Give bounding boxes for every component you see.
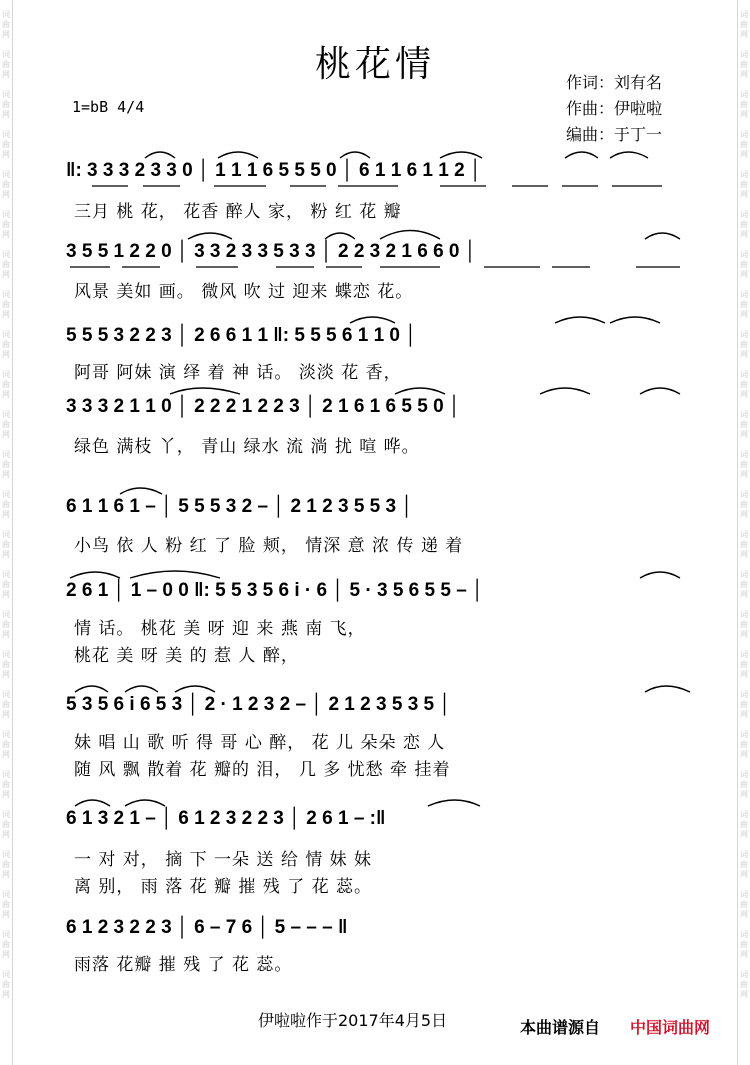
watermark-text: 词曲网 xyxy=(2,810,10,839)
composition-date: 伊啦啦作于2017年4月5日 xyxy=(258,1011,448,1030)
lyric-line-7b: 随 风 飘 散着 花 瓣的 泪， 几 多 忧愁 牵 挂着 xyxy=(74,760,451,780)
watermark-text: 词曲网 xyxy=(740,730,748,759)
site-logo-text[interactable]: 中国词曲网 xyxy=(630,1018,711,1037)
notation-line-9: 6 1 2 3 2 2 3 │ 6 – 7 6 │ 5 – – – ‖ xyxy=(66,917,348,938)
lyric-line-1: 三月 桃 花， 花香 醉人 家， 粉 红 花 瓣 xyxy=(74,202,402,222)
watermark-text: 词曲网 xyxy=(740,170,748,199)
watermark-text: 词曲网 xyxy=(740,690,748,719)
lyric-line-6a: 情 话。 桃花 美 呀 迎 来 燕 南 飞， xyxy=(74,619,366,639)
lyric-line-9: 雨落 花瓣 摧 残 了 花 蕊。 xyxy=(74,955,293,975)
watermark-text: 词曲网 xyxy=(740,650,748,679)
notation-line-6: 2 6 1 │ 1 – 0 0 ‖: 5 5 3 5 6 i · 6 │ 5 · 3 5 6 5 5 – │ xyxy=(66,580,484,601)
watermark-text: 词曲网 xyxy=(740,330,748,359)
watermark-text: 词曲网 xyxy=(2,330,10,359)
watermark-text: 词曲网 xyxy=(740,290,748,319)
watermark-text: 词曲网 xyxy=(2,130,10,159)
watermark-text: 词曲网 xyxy=(740,770,748,799)
right-watermark-strip xyxy=(737,0,750,1065)
watermark-text: 词曲网 xyxy=(740,570,748,599)
lyric-line-8a: 一 对 对， 摘 下 一朵 送 给 情 妹 妹 xyxy=(74,850,373,870)
watermark-text: 词曲网 xyxy=(2,250,10,279)
watermark-text: 词曲网 xyxy=(2,970,10,999)
composer-credit: 作曲：伊啦啦 xyxy=(566,99,663,118)
watermark-text: 词曲网 xyxy=(2,530,10,559)
watermark-text: 词曲网 xyxy=(2,850,10,879)
watermark-text: 词曲网 xyxy=(740,450,748,479)
lyricist-credit: 作词：刘有名 xyxy=(566,73,663,92)
watermark-text: 词曲网 xyxy=(740,530,748,559)
watermark-text: 词曲网 xyxy=(740,850,748,879)
lyric-line-7a: 妹 唱 山 歌 听 得 哥 心 醉， 花 儿 朵朵 恋 人 xyxy=(74,733,446,753)
lyric-line-8b: 离 别， 雨 落 花 瓣 摧 残 了 花 蕊。 xyxy=(74,877,373,897)
watermark-text: 词曲网 xyxy=(2,890,10,919)
watermark-text: 词曲网 xyxy=(2,570,10,599)
watermark-text: 词曲网 xyxy=(740,130,748,159)
watermark-text: 词曲网 xyxy=(2,370,10,399)
notation-line-3: 5 5 5 3 2 2 3 │ 2 6 6 1 1 ‖: 5 5 5 6 1 1 0 │ xyxy=(66,325,418,346)
watermark-text: 词曲网 xyxy=(740,410,748,439)
lyric-line-3: 阿哥 阿妹 演 绎 着 神 话。 淡淡 花 香， xyxy=(74,363,402,383)
watermark-text: 词曲网 xyxy=(740,250,748,279)
watermark-text: 词曲网 xyxy=(740,90,748,119)
watermark-text: 词曲网 xyxy=(740,10,748,39)
source-label: 本曲谱源自 xyxy=(520,1018,601,1037)
watermark-text: 词曲网 xyxy=(740,610,748,639)
lyric-line-2: 风景 美如 画。 微风 吹 过 迎来 蝶恋 花。 xyxy=(74,282,414,302)
watermark-text: 词曲网 xyxy=(2,210,10,239)
watermark-text: 词曲网 xyxy=(2,290,10,319)
watermark-text: 词曲网 xyxy=(740,50,748,79)
key-signature: 1=bB 4/4 xyxy=(72,98,145,116)
watermark-text: 词曲网 xyxy=(740,490,748,519)
watermark-text: 词曲网 xyxy=(740,890,748,919)
notation-line-7: 5 3 5 6 i 6 5 3 │ 2 · 1 2 3 2 – │ 2 1 2 3 5 3 5 │ xyxy=(66,694,452,715)
watermark-text: 词曲网 xyxy=(2,490,10,519)
watermark-text: 词曲网 xyxy=(2,410,10,439)
left-watermark-strip xyxy=(0,0,13,1065)
lyric-line-4: 绿色 满枝 丫， 青山 绿水 流 淌 扰 喧 哗。 xyxy=(74,437,420,457)
watermark-text: 词曲网 xyxy=(740,970,748,999)
watermark-text: 词曲网 xyxy=(740,810,748,839)
watermark-text: 词曲网 xyxy=(2,170,10,199)
watermark-text: 词曲网 xyxy=(2,10,10,39)
song-title: 桃花情 xyxy=(314,44,435,85)
watermark-text: 词曲网 xyxy=(2,90,10,119)
watermark-text: 词曲网 xyxy=(2,730,10,759)
watermark-text: 词曲网 xyxy=(2,610,10,639)
watermark-text: 词曲网 xyxy=(2,650,10,679)
notation-line-4: 3 3 3 2 1 1 0 │ 2 2 2 1 2 2 3 │ 2 1 6 1 6 5 5 0 │ xyxy=(66,396,461,417)
watermark-text: 词曲网 xyxy=(740,210,748,239)
notation-line-8: 6 1 3 2 1 – │ 6 1 2 3 2 2 3 │ 2 6 1 – :‖ xyxy=(66,808,386,829)
watermark-text: 词曲网 xyxy=(2,930,10,959)
watermark-text: 词曲网 xyxy=(740,370,748,399)
watermark-text: 词曲网 xyxy=(740,930,748,959)
watermark-text: 词曲网 xyxy=(2,450,10,479)
notation-line-1: ‖: 3 3 3 2 3 3 0 │ 1 1 1 6 5 5 5 0 │ 6 1 1 6 1 1 2 │ xyxy=(66,160,482,181)
notation-line-5: 6 1 1 6 1 – │ 5 5 5 3 2 – │ 2 1 2 3 5 5 3 │ xyxy=(66,496,414,517)
watermark-text: 词曲网 xyxy=(2,50,10,79)
arranger-credit: 编曲：于丁一 xyxy=(566,125,663,144)
watermark-text: 词曲网 xyxy=(2,770,10,799)
lyric-line-6b: 桃花 美 呀 美 的 惹 人 醉， xyxy=(74,646,299,666)
lyric-line-5: 小鸟 依 人 粉 红 了 脸 颊， 情深 意 浓 传 递 着 xyxy=(74,536,464,556)
watermark-text: 词曲网 xyxy=(2,690,10,719)
notation-line-2: 3 5 5 1 2 2 0 │ 3 3 2 3 3 5 3 3 │ 2 2 3 2 1 6 6 0 │ xyxy=(66,241,477,262)
